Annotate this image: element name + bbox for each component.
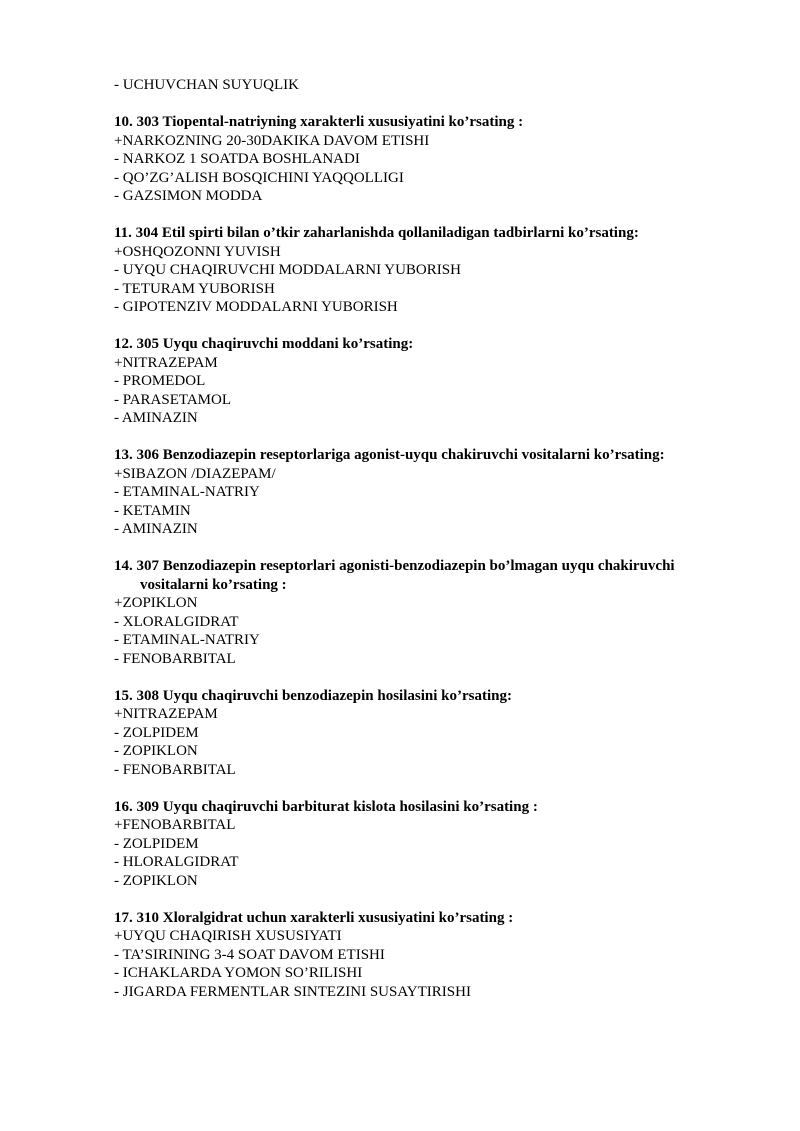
question-block: [114, 557, 734, 668]
answer-option: - AMINAZIN: [114, 410, 198, 426]
question-title: 12. 305 Uyqu chaqiruvchi moddani ko’rsating:: [114, 336, 414, 352]
answer-option: - QO’ZG’ALISH BOSQICHINI YAQQOLLIGI: [114, 169, 404, 186]
question-title: 14. 307 Benzodiazepin reseptorlari agonisti-benzodiazepin bo’lmagan uyqu chakiruvchi vositalarni ko’rsating :: [114, 558, 675, 593]
spacer: [114, 668, 734, 687]
question-block: [114, 335, 734, 428]
question-block: [114, 687, 734, 780]
question-block: [114, 224, 734, 317]
answer-option-correct: +UYQU CHAQIRISH XUSUSIYATI: [114, 928, 342, 944]
answer-option-correct: +NARKOZNING 20-30DAKIKA DAVOM ETISHI: [114, 132, 430, 149]
answer-option: - ZOPIKLON: [114, 872, 198, 889]
answer-option: - PARASETAMOL: [114, 391, 232, 408]
answer-option: - GIPOTENZIV MODDALARNI YUBORISH: [114, 299, 398, 315]
answer-option: - HLORALGIDRAT: [114, 854, 239, 870]
spacer: [114, 317, 734, 336]
answer-option: - JIGARDA FERMENTLAR SINTEZINI SUSAYTIRISHI: [114, 983, 471, 1000]
answer-option: - ZOLPIDEM: [114, 835, 199, 852]
answer-option: - UYQU CHAQIRUVCHI MODDALARNI YUBORISH: [114, 262, 461, 278]
answer-option-correct: +ZOPIKLON: [114, 595, 198, 611]
spacer: [114, 428, 734, 447]
answer-option: - ZOPIKLON: [114, 743, 198, 759]
spacer: [114, 206, 734, 225]
question-list: [114, 113, 734, 1001]
answer-option: - ETAMINAL-NATRIY: [114, 632, 260, 648]
answer-option: - ZOLPIDEM: [114, 724, 199, 741]
spacer: [114, 539, 734, 558]
answer-option: - ICHAKLARDA YOMON SO’RILISHI: [114, 965, 363, 981]
answer-option: - NARKOZ 1 SOATDA BOSHLANADI: [114, 151, 360, 167]
question-title: 11. 304 Etil spirti bilan o’tkir zaharlanishda qollaniladigan tadbirlarni ko’rsating:: [114, 225, 639, 241]
answer-option-correct: +FENOBARBITAL: [114, 817, 236, 833]
question-block: [114, 446, 734, 539]
answer-option-correct: +NITRAZEPAM: [114, 354, 218, 371]
answer-option: - GAZSIMON MODDA: [114, 188, 263, 204]
question-title: 17. 310 Xloralgidrat uchun xarakterli xususiyatini ko’rsating :: [114, 909, 514, 926]
answer-option: - AMINAZIN: [114, 521, 198, 537]
question-title: 16. 309 Uyqu chaqiruvchi barbiturat kislota hosilasini ko’rsating :: [114, 798, 538, 815]
document-content: [114, 76, 734, 1001]
leading-option-line: - UCHUVCHAN SUYUQLIK: [114, 77, 299, 93]
question-title: 10. 303 Tiopental-natriyning xarakterli xususiyatini ko’rsating :: [114, 114, 524, 130]
answer-option: - ETAMINAL-NATRIY: [114, 484, 260, 500]
answer-option-correct: +NITRAZEPAM: [114, 706, 218, 722]
answer-option: - KETAMIN: [114, 502, 191, 519]
question-block: [114, 909, 734, 1002]
answer-option: - XLORALGIDRAT: [114, 613, 239, 630]
answer-option-correct: +SIBAZON /DIAZEPAM/: [114, 465, 276, 482]
question-title: 15. 308 Uyqu chaqiruvchi benzodiazepin hosilasini ko’rsating:: [114, 687, 512, 704]
spacer: [114, 95, 734, 114]
answer-option: - PROMEDOL: [114, 373, 206, 389]
answer-option: - TETURAM YUBORISH: [114, 280, 275, 297]
spacer: [114, 890, 734, 909]
spacer: [114, 779, 734, 798]
answer-option: - FENOBARBITAL: [114, 650, 236, 667]
answer-option: - FENOBARBITAL: [114, 761, 236, 778]
question-block: [114, 798, 734, 891]
question-title: 13. 306 Benzodiazepin reseptorlariga agonist-uyqu chakiruvchi vositalarni ko’rsating:: [114, 447, 665, 463]
question-block: [114, 113, 734, 206]
answer-option: - TA’SIRINING 3-4 SOAT DAVOM ETISHI: [114, 946, 385, 963]
answer-option-correct: +OSHQOZONNI YUVISH: [114, 243, 281, 260]
